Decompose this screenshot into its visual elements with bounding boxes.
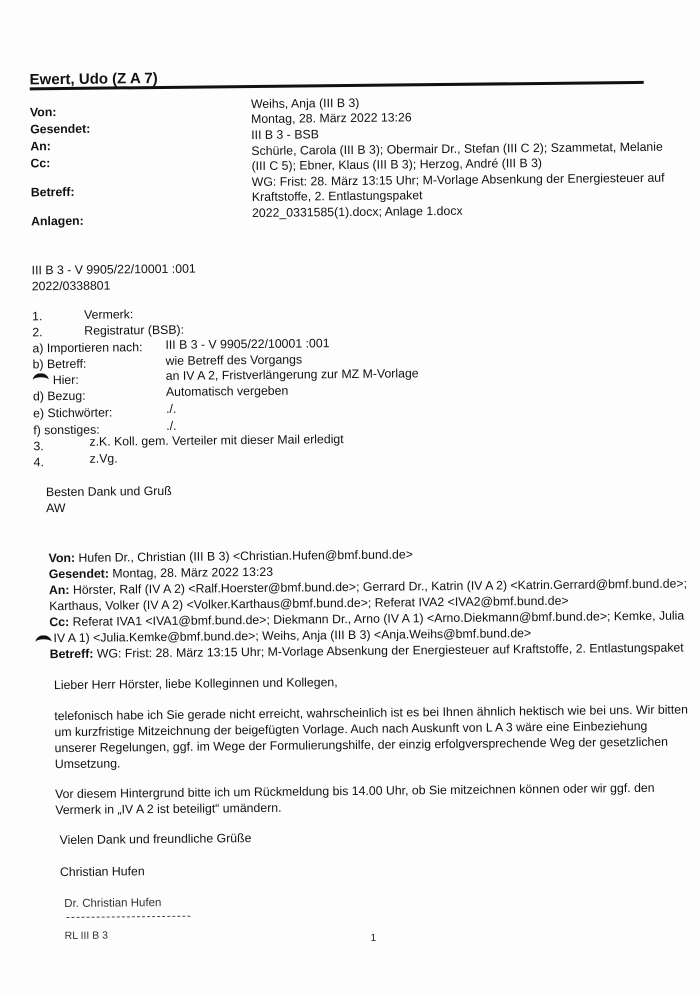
to-value: III B 3 - BSB bbox=[251, 127, 319, 143]
registry-f-label: f) sonstiges: bbox=[33, 422, 100, 438]
fwd-from-label: Von: bbox=[48, 550, 76, 566]
vermerk-number-2: 2. bbox=[32, 325, 43, 340]
subject-value-line2: Kraftstoffe, 2. Entlastungspaket bbox=[251, 188, 423, 205]
signature-divider bbox=[66, 916, 190, 918]
document-number: 2022/0338801 bbox=[31, 278, 111, 294]
from-label: Von: bbox=[29, 105, 57, 120]
from-value: Weihs, Anja (III B 3) bbox=[250, 95, 360, 112]
body-p1-line2: um kurzfristige Mitzeichnung der beigefügten Vorlage. Auch nach Auskunft von L A 3 wäre eine Einbeziehung bbox=[54, 718, 648, 740]
registry-f-value: ./. bbox=[166, 418, 177, 433]
fwd-cc-line2: IV A 1) <Julia.Kemke@bmf.bund.de>; Weihs, Anja (III B 3) <Anja.Weihs@bmf.bund.de> bbox=[53, 626, 532, 646]
vermerk-item-4: z.Vg. bbox=[89, 451, 118, 466]
signature-name: Dr. Christian Hufen bbox=[64, 896, 162, 911]
registry-a-value: III B 3 - V 9905/22/10001 :001 bbox=[165, 336, 330, 352]
body-p1-line1: telefonisch habe ich Sie gerade nicht erreicht, wahrscheinlich ist es bei Ihnen ähnlich hektisch wie bei uns. Wir bitten bbox=[54, 702, 688, 724]
fwd-from-value: Hufen Dr., Christian (III B 3) <Christian.Hufen@bmf.bund.de> bbox=[78, 547, 413, 565]
sent-value: Montag, 28. März 2022 13:26 bbox=[250, 110, 412, 127]
fwd-sent-line bbox=[49, 565, 273, 582]
body-p1-line4: Umsetzung. bbox=[54, 756, 121, 772]
fwd-to-line2: Karthaus, Volker (IV A 2) <Volker.Karthaus@bmf.bund.de>; Referat IVA2 <IVA2@bmf.bund.de> bbox=[49, 593, 569, 614]
vermerk-item-3: z.K. Koll. gem. Verteiler mit dieser Mail erledigt bbox=[89, 432, 344, 449]
fwd-cc-value: Referat IVA1 <IVA1@bmf.bund.de>; Diekmann Dr., Arno (IV A 1) <Arno.Diekmann@bmf.bund.de>; Kemke, Julia bbox=[72, 608, 685, 629]
registry-b-value: wie Betreff des Vorgangs bbox=[165, 352, 303, 368]
vermerk-number-4: 4. bbox=[33, 455, 44, 470]
closing-initials: AW bbox=[46, 500, 66, 516]
fwd-sent-value: Montag, 28. März 2022 13:23 bbox=[112, 564, 274, 581]
cc-value-line2: (III C 5); Ebner, Klaus (III B 3); Herzog, André (III B 3) bbox=[251, 155, 543, 174]
vermerk-item-2: Registratur (BSB): bbox=[84, 322, 185, 338]
body-name: Christian Hufen bbox=[59, 864, 145, 880]
page-number: 1 bbox=[370, 932, 377, 944]
vermerk-item-1: Vermerk: bbox=[84, 307, 134, 322]
registry-a-label: a) Importieren nach: bbox=[32, 340, 143, 356]
registry-b-label: b) Betreff: bbox=[32, 356, 87, 372]
attachments-value[interactable]: 2022_0331585(1).docx; Anlage 1.docx bbox=[251, 203, 463, 221]
mailbox-owner: Ewert, Udo (Z A 7) bbox=[29, 69, 158, 89]
registry-c-value: an IV A 2, Fristverlängerung zur MZ M-Vorlage bbox=[165, 366, 419, 383]
attachments-label: Anlagen: bbox=[31, 213, 84, 229]
fwd-from-line bbox=[49, 547, 413, 566]
punch-hole-mark bbox=[33, 373, 49, 387]
registry-c-label: Hier: bbox=[52, 372, 79, 388]
to-label: An: bbox=[30, 139, 51, 154]
closing-greeting: Besten Dank und Gruß bbox=[45, 483, 172, 500]
subject-value-line1: WG: Frist: 28. März 13:15 Uhr; M-Vorlage Absenkung der Energiesteuer auf bbox=[251, 170, 665, 190]
fwd-cc-label: Cc: bbox=[49, 614, 70, 630]
body-greeting: Lieber Herr Hörster, liebe Kolleginnen und Kollegen, bbox=[53, 675, 338, 693]
body-p2-line1: Vor diesem Hintergrund bitte ich um Rückmeldung bis 14.00 Uhr, ob Sie mitzeichnen können oder wir ggf. den bbox=[55, 780, 655, 802]
body-p2-line2: Vermerk in „IV A 2 ist beteiligt“ umändern. bbox=[55, 800, 282, 818]
registry-d-value: Automatisch vergeben bbox=[165, 383, 289, 399]
subject-label: Betreff: bbox=[30, 184, 75, 200]
fwd-to-value: Hörster, Ralf (IV A 2) <Ralf.Hoerster@bmf.bund.de>; Gerrard Dr., Katrin (IV A 2) <Katrin.Gerrard@bmf.bund.de>; bbox=[72, 576, 688, 597]
vermerk-number-3: 3. bbox=[33, 439, 44, 454]
registry-e-label: e) Stichwörter: bbox=[33, 405, 113, 421]
body-thanks: Vielen Dank und freundliche Grüße bbox=[59, 831, 252, 848]
fwd-sent-label: Gesendet: bbox=[48, 566, 110, 582]
registry-d-label: d) Bezug: bbox=[32, 388, 86, 404]
body-p1-line3: unserer Regelungen, ggf. im Wege der Formulierungshilfe, der einzig erfolgversprechende Weg der gesetzlichen bbox=[54, 734, 669, 756]
vermerk-number-1: 1. bbox=[32, 309, 43, 324]
fwd-subject-value: WG: Frist: 28. März 13:15 Uhr; M-Vorlage Absenkung der Energiesteuer auf Kraftstoffe, 2. Entlastungspaket bbox=[96, 640, 684, 661]
sent-label: Gesendet: bbox=[30, 121, 91, 137]
fwd-to-label: An: bbox=[48, 582, 70, 598]
signature-unit: RL III B 3 bbox=[64, 929, 109, 943]
registry-e-value: ./. bbox=[166, 401, 177, 416]
cc-label: Cc: bbox=[30, 156, 51, 171]
fwd-subject-label: Betreff: bbox=[49, 646, 94, 662]
cc-value-line1: Schürle, Carola (III B 3); Obermair Dr., Stefan (III C 2); Szammetat, Melanie bbox=[251, 139, 663, 159]
file-reference: III B 3 - V 9905/22/10001 :001 bbox=[31, 261, 196, 278]
